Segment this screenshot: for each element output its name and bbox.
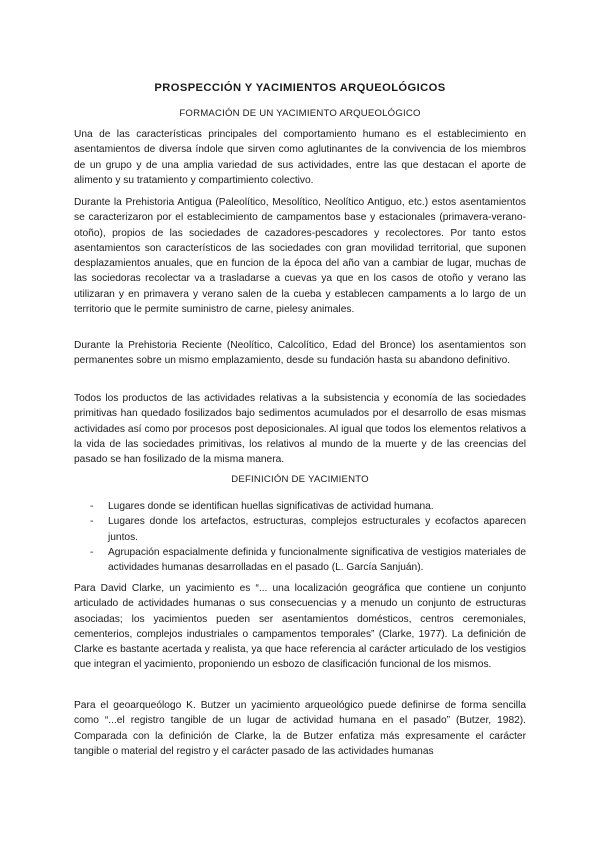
bullet-dash: - — [90, 546, 94, 558]
definition-list — [74, 499, 526, 575]
paragraph-clarke: Para David Clarke, un yacimiento es “... una localización geográfica que contiene un conjunto articulado de actividades humanas o sus consecuencias y a menudo un conjunto de estructuras asociadas; los yacimientos pueden ser asentamientos domésticos, centros ceremoniales, cementerios, complejos industriales o campamentos temporales” (Clarke, 1977). La definición de Clarke es bastante acertada y realista, ya que hace referencia al carácter articulado de los vestigios que integran el yacimiento, proponiendo un esbozo de clasificación funcional de los mismos. — [74, 583, 526, 671]
list-item-text: Agrupación espacialmente definida y funcionalmente significativa de vestigios materiales de actividades humanas desarrolladas en el pasado (L. García Sanjuán). — [108, 546, 526, 574]
list-item-text: Lugares donde los artefactos, estructuras, complejos estructurales y ecofactos aparecen juntos. — [108, 516, 526, 543]
list-item — [74, 545, 526, 576]
page-title: PROSPECCIÓN Y YACIMIENTOS ARQUEOLÓGICOS — [154, 82, 446, 94]
paragraph-productos-fosilizados: Todos los productos de las actividades relativas a la subsistencia y economía de las sociedades primitivas han quedado fosilizados bajo sedimentos acumulados por el desarrollo de esas mismas actividades así como por procesos post deposicionales. Al igual que todos los elementos relativos a la vida de las sociedades primitivas, los relativos al mundo de la muerte y de las creencias del pasado se han fosilizado de la misma manera. — [74, 393, 526, 466]
section-heading-formacion: FORMACIÓN DE UN YACIMIENTO ARQUEOLÓGICO — [179, 108, 421, 119]
bullet-dash: - — [90, 501, 94, 512]
section-heading-definicion: DEFINICIÓN DE YACIMIENTO — [231, 474, 369, 485]
paragraph-prehistoria-antigua: Durante la Prehistoria Antigua (Paleolítico, Mesolítico, Neolítico Antiguo, etc.) estos asentamientos se caracterizaron por el establecimiento de campamentos base y estacionales (primavera-verano-otoño), propios de las sociedades de cazadores-pescadores y recolectores. Por tanto estos asentamientos son característicos de las sociedades con gran movilidad territorial, que suponen desplazamientos anuales, que en funcion de la época del año van a cambiar de lugar, muchas de las sociedoras recolectar va a trasladarse a cuevas ya que en los casos de otoño y verano las utilizaran y en primavera y verano salen de la cueba y establecen campaments a lo largo de un territorio que le permite suministro de carne, pielesy animales. — [74, 197, 526, 316]
list-item — [74, 514, 526, 545]
paragraph-butzer: Para el geoarqueólogo K. Butzer un yacimiento arqueológico puede definirse de forma sencilla como “...el registro tangible de un lugar de actividad humana en el pasado” (Butzer, 1982). Comparada con la definición de Clarke, la de Butzer enfatiza más expresamente el carácter tangible o material del registro y el carácter pasado de las actividades humanas — [74, 700, 526, 757]
paragraph-intro: Una de las características principales del comportamiento humano es el establecimiento en asentamientos de diversa índole que sirven como aglutinantes de la convivencia de los miembros de un grupo y de una amplia variedad de sus actividades, entre las que destacan el aporte de alimento y su tratamiento y compartimiento colectivo. — [74, 129, 526, 186]
list-item-text: Lugares donde se identifican huellas significativas de actividad humana. — [108, 501, 434, 512]
paragraph-prehistoria-reciente: Durante la Prehistoria Reciente (Neolítico, Calcolítico, Edad del Bronce) los asentamientos son permanentes sobre un mismo emplazamiento, desde su fundación hasta su abandono definitivo. — [74, 340, 526, 367]
list-item — [74, 499, 526, 514]
bullet-dash: - — [90, 516, 94, 528]
